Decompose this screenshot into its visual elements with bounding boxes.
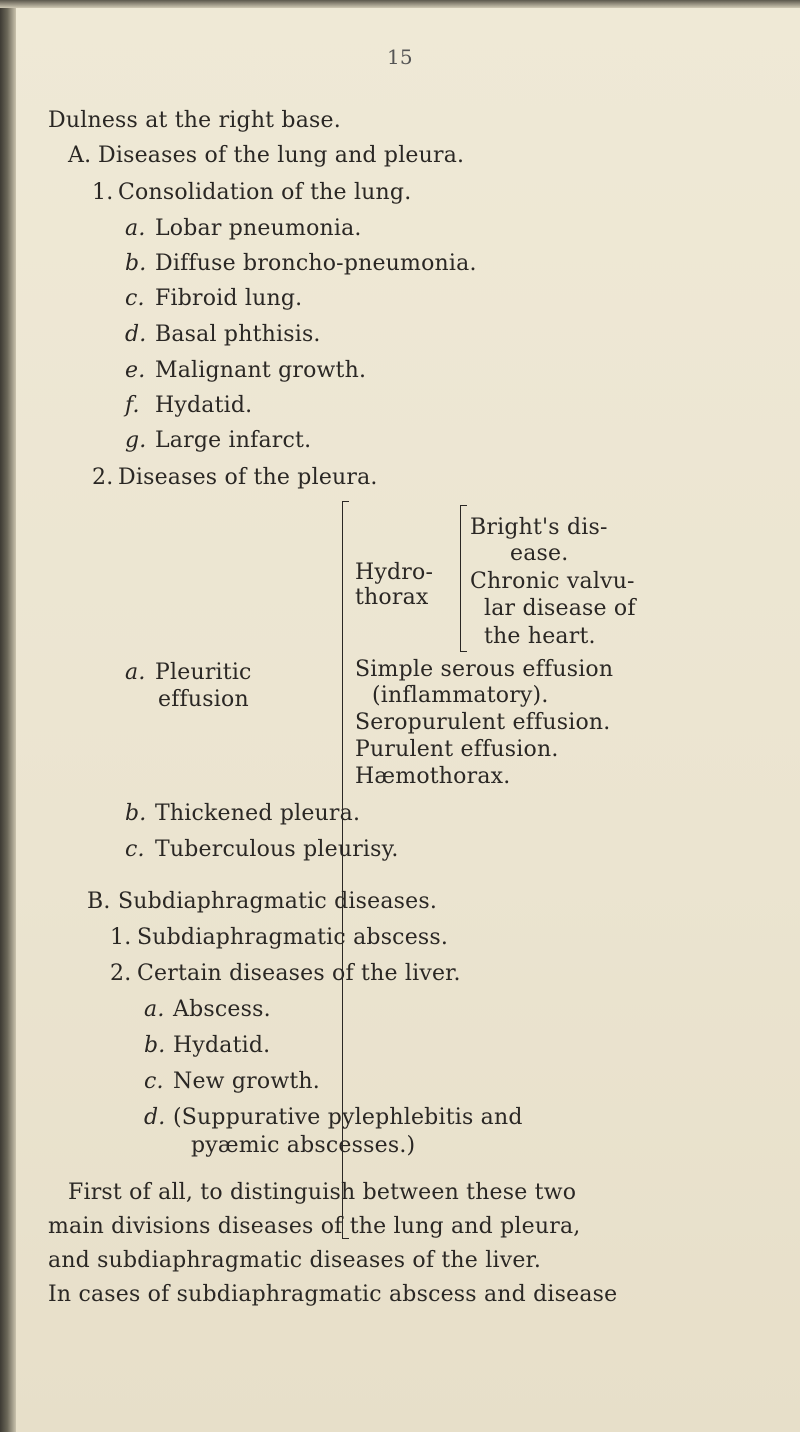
section-a-title: Diseases of the lung and pleura. — [98, 143, 465, 168]
list-item-letter: c. — [125, 286, 145, 311]
list-item: Diffuse broncho-pneumonia. — [155, 251, 477, 276]
section-a-label: A. — [68, 143, 92, 168]
page-number: 15 — [387, 45, 413, 69]
list-item: Hydatid. — [173, 1033, 271, 1058]
list-item-letter: e. — [125, 358, 146, 383]
list-item: Large infarct. — [155, 428, 312, 453]
list-item: Basal phthisis. — [155, 322, 321, 347]
list-item-letter: g. — [125, 428, 147, 453]
pleuritic-label-line2: effusion — [158, 687, 249, 712]
list-item-letter: c. — [125, 837, 145, 862]
pleuritic-label-line1: Pleuritic — [155, 660, 252, 685]
paragraph-line: and subdiaphragmatic diseases of the liver. — [48, 1248, 542, 1273]
list-item-letter: b. — [125, 251, 147, 276]
effusion-type: Purulent effusion. — [355, 737, 559, 762]
hydrothorax-cause: ease. — [510, 541, 569, 566]
list-item: Thickened pleura. — [155, 801, 361, 826]
hydrothorax-cause: Bright's dis- — [470, 515, 608, 540]
list-item: Hydatid. — [155, 393, 253, 418]
effusion-type: Hæmothorax. — [355, 764, 511, 789]
page-binding-edge — [0, 0, 16, 1432]
item-b2-title: Certain diseases of the liver. — [137, 961, 461, 986]
effusion-type: Seropurulent effusion. — [355, 710, 611, 735]
hydrothorax-cause: the heart. — [484, 624, 596, 649]
paragraph-line: In cases of subdiaphragmatic abscess and disease — [48, 1282, 618, 1307]
list-item: (Suppurative pylephlebitis and — [173, 1105, 523, 1130]
list-item-letter: b. — [125, 801, 147, 826]
list-item: Lobar pneumonia. — [155, 216, 362, 241]
item-a2-title: Diseases of the pleura. — [118, 465, 378, 490]
list-item: New growth. — [173, 1069, 320, 1094]
list-item-letter: c. — [144, 1069, 164, 1094]
hydrothorax-cause: Chronic valvu- — [470, 569, 635, 594]
effusion-type: Simple serous effusion — [355, 657, 614, 682]
paragraph-line: main divisions diseases of the lung and pleura, — [48, 1214, 581, 1239]
list-item-letter: f. — [125, 393, 140, 418]
list-item-letter: d. — [125, 322, 147, 347]
item-a1-label: 1. — [92, 180, 114, 205]
section-b-title: Subdiaphragmatic diseases. — [118, 889, 438, 914]
list-item: Abscess. — [173, 997, 271, 1022]
list-item-letter: b. — [144, 1033, 166, 1058]
paragraph-line: First of all, to distinguish between these two — [68, 1180, 577, 1205]
list-item: Fibroid lung. — [155, 286, 303, 311]
list-item-letter: a. — [144, 997, 165, 1022]
list-item: Tuberculous pleurisy. — [155, 837, 399, 862]
section-b-label: B. — [87, 889, 111, 914]
item-a1-title: Consolidation of the lung. — [118, 180, 412, 205]
page-top-edge — [0, 0, 800, 8]
item-a2-label: 2. — [92, 465, 114, 490]
page-heading: Dulness at the right base. — [48, 108, 341, 133]
item-b1-text: Subdiaphragmatic abscess. — [137, 925, 449, 950]
list-item-letter: d. — [144, 1105, 166, 1130]
hydrothorax-label-line2: thorax — [355, 585, 429, 610]
item-b1-label: 1. — [110, 925, 132, 950]
hydrothorax-brace — [460, 505, 467, 652]
list-item-continuation: pyæmic abscesses.) — [191, 1133, 416, 1158]
list-item-letter: a. — [125, 216, 146, 241]
item-b2-label: 2. — [110, 961, 132, 986]
hydrothorax-label-line1: Hydro- — [355, 560, 434, 585]
effusion-type: (inflammatory). — [372, 683, 549, 708]
list-item-letter: a. — [125, 660, 146, 685]
hydrothorax-cause: lar disease of — [484, 596, 636, 621]
list-item: Malignant growth. — [155, 358, 367, 383]
